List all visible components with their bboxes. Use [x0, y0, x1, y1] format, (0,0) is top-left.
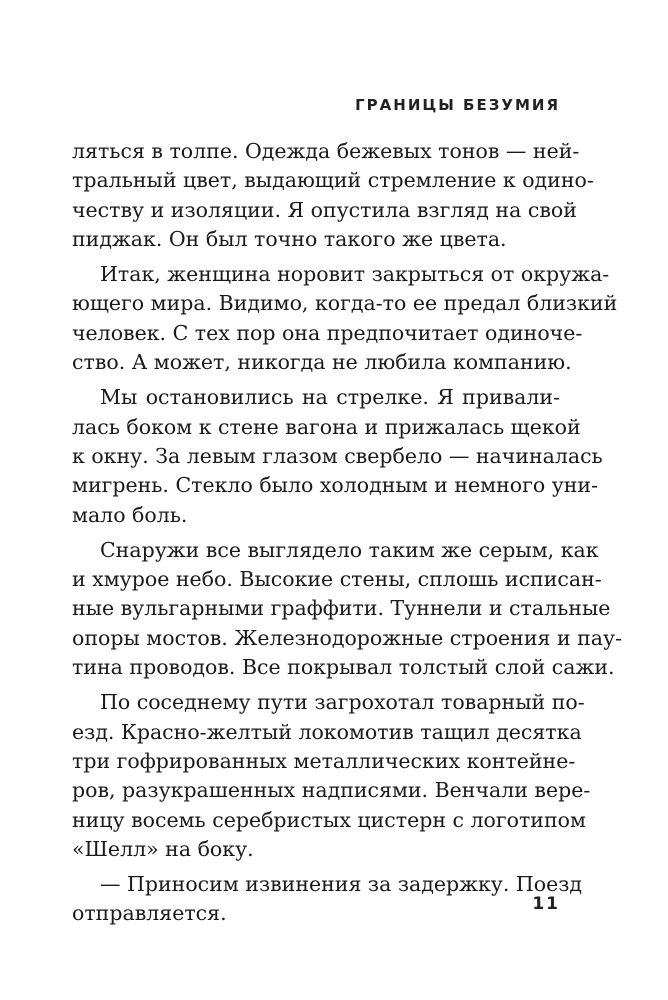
text-line: три гофрированных металлических контейне-: [72, 748, 576, 773]
page-number: 11: [532, 894, 560, 914]
text-line: По соседнему пути загрохотал товарный по-: [100, 690, 585, 715]
text-line: тральный цвет, выдающий стремление к одино-: [72, 168, 594, 193]
text-line: ляться в толпе. Одежда бежевых тонов — ней-: [72, 139, 580, 163]
text-line: отправляется.: [72, 901, 227, 926]
text-line: пиджак. Он был точно такого же цвета.: [72, 226, 507, 251]
text-line: лась боком к стене вагона и прижалась щекой: [72, 414, 581, 439]
text-line: Мы остановились на стрелке. Я привали-: [100, 385, 560, 410]
text-line: езд. Красно-желтый локомотив тащил десятка: [72, 719, 582, 744]
text-line: опоры мостов. Железнодорожные строения и пау-: [72, 625, 622, 650]
text-line: мало боль.: [72, 502, 188, 527]
text-line: и хмурое небо. Высокие стены, сплошь исписан-: [72, 567, 602, 592]
paragraph: [72, 383, 603, 529]
paragraph: [72, 536, 622, 682]
text-line: ницу восемь серебристых цистерн с логотипом: [72, 807, 586, 832]
paragraph: [72, 870, 583, 929]
paragraph: [72, 688, 591, 864]
text-line: мигрень. Стекло было холодным и немного уни-: [72, 473, 599, 498]
body-text: [72, 137, 622, 935]
running-header: ГРАНИЦЫ БЕЗУМИЯ: [355, 96, 560, 114]
text-line: честву и изоляции. Я опустила взгляд на свой: [72, 197, 577, 222]
text-line: ство. А может, никогда не любила компанию.: [72, 350, 572, 375]
text-line: человек. С тех пор она предпочитает одиноче-: [72, 320, 583, 345]
text-line: ные вульгарными граффити. Туннели и стальные: [72, 596, 611, 621]
text-line: к окну. За левым глазом свербело — начиналась: [72, 443, 603, 468]
text-line: тина проводов. Все покрывал толстый слой сажи.: [72, 655, 615, 680]
text-line: — Приносим извинения за задержку. Поезд: [100, 872, 583, 897]
paragraph: [72, 260, 618, 377]
text-line: Снаружи все выглядело таким же серым, как: [100, 537, 599, 562]
text-line: «Шелл» на боку.: [72, 836, 254, 861]
text-line: Итак, женщина норовит закрыться от окружа-: [100, 262, 610, 287]
text-line: ющего мира. Видимо, когда-то ее предал близкий: [72, 291, 618, 316]
text-line: ров, разукрашенных надписями. Венчали вере-: [72, 778, 591, 803]
paragraph: [72, 137, 594, 254]
